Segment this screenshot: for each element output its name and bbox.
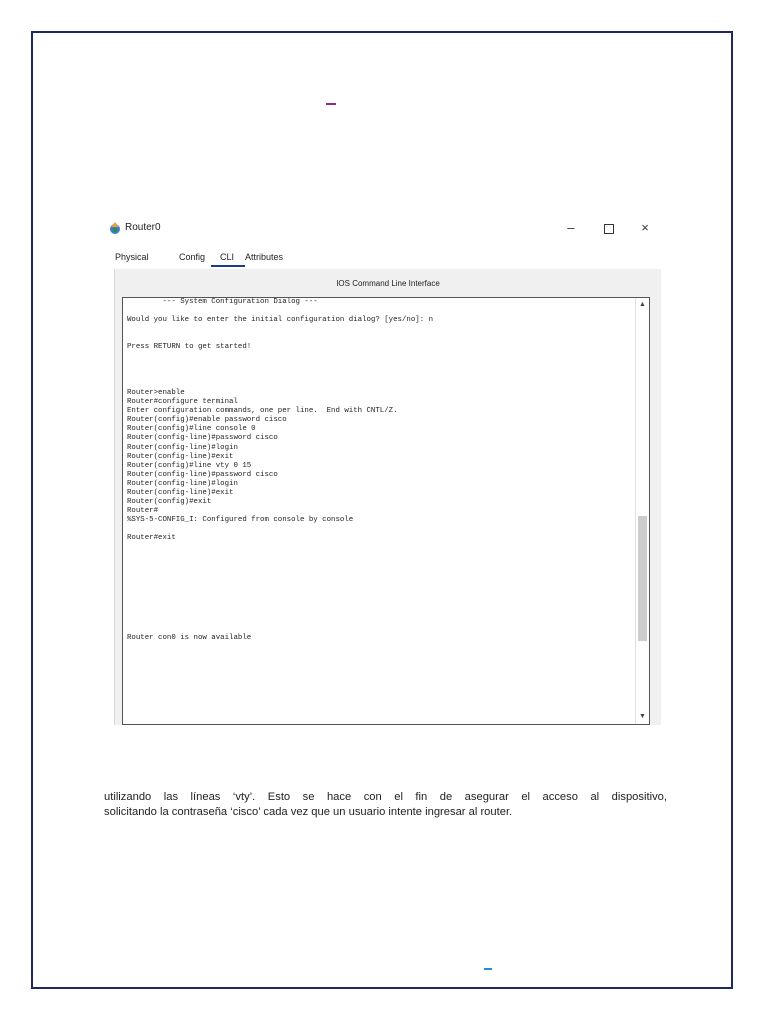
scroll-down-icon[interactable]: ▼ bbox=[639, 713, 646, 720]
body-line-2: solicitando la contraseña ‘cisco’ cada vez que un usuario intente ingresar al router. bbox=[104, 806, 513, 818]
tab-cli[interactable]: CLI bbox=[220, 252, 235, 262]
body-line-1: utilizando las líneas ‘vty’. Esto se hace con el fin de asegurar el acceso al dispositivo, bbox=[104, 791, 667, 803]
tab-bar bbox=[112, 248, 658, 268]
maximize-button[interactable] bbox=[600, 219, 618, 237]
cli-panel bbox=[114, 269, 661, 725]
router-icon bbox=[108, 221, 122, 235]
panel-title: IOS Command Line Interface bbox=[336, 279, 440, 288]
scroll-up-icon[interactable]: ▲ bbox=[639, 301, 646, 308]
router-window bbox=[106, 216, 662, 726]
header-dash bbox=[326, 103, 336, 105]
window-title: Router0 bbox=[125, 222, 161, 233]
close-button[interactable]: × bbox=[641, 220, 649, 235]
maximize-icon bbox=[604, 224, 614, 234]
minimize-button[interactable]: – bbox=[567, 220, 575, 235]
terminal-output: --- System Configuration Dialog --- Would you like to enter the initial configuration dialog? [yes/no]: n Press RETURN to get started! Router>enable Router#configure terminal Enter configuration commands, one per line. End with CNTL/Z. Router(config)#enable password cisco Router(config)#line console 0 Router(config-line)#password cisco Router(config-line)#login Router(config-line)#exit Router(config)#line vty 0 15 Router(config-line)#password cisco Router(config-line)#login Router(config-line)#exit Router(config)#exit Router# %SYS-5-CONFIG_I: Configured from console by console Router#exit Router con0 is now available bbox=[127, 298, 434, 643]
tab-config[interactable]: Config bbox=[179, 252, 206, 262]
body-paragraph bbox=[104, 790, 667, 820]
active-tab-indicator bbox=[211, 265, 245, 267]
tab-attributes[interactable]: Attributes bbox=[245, 252, 284, 262]
scroll-thumb[interactable] bbox=[638, 516, 647, 641]
tab-physical[interactable]: Physical bbox=[115, 252, 149, 262]
footer-dash bbox=[484, 968, 492, 970]
cli-terminal[interactable] bbox=[122, 297, 650, 725]
terminal-scrollbar[interactable] bbox=[635, 298, 649, 724]
window-titlebar[interactable] bbox=[106, 216, 662, 242]
